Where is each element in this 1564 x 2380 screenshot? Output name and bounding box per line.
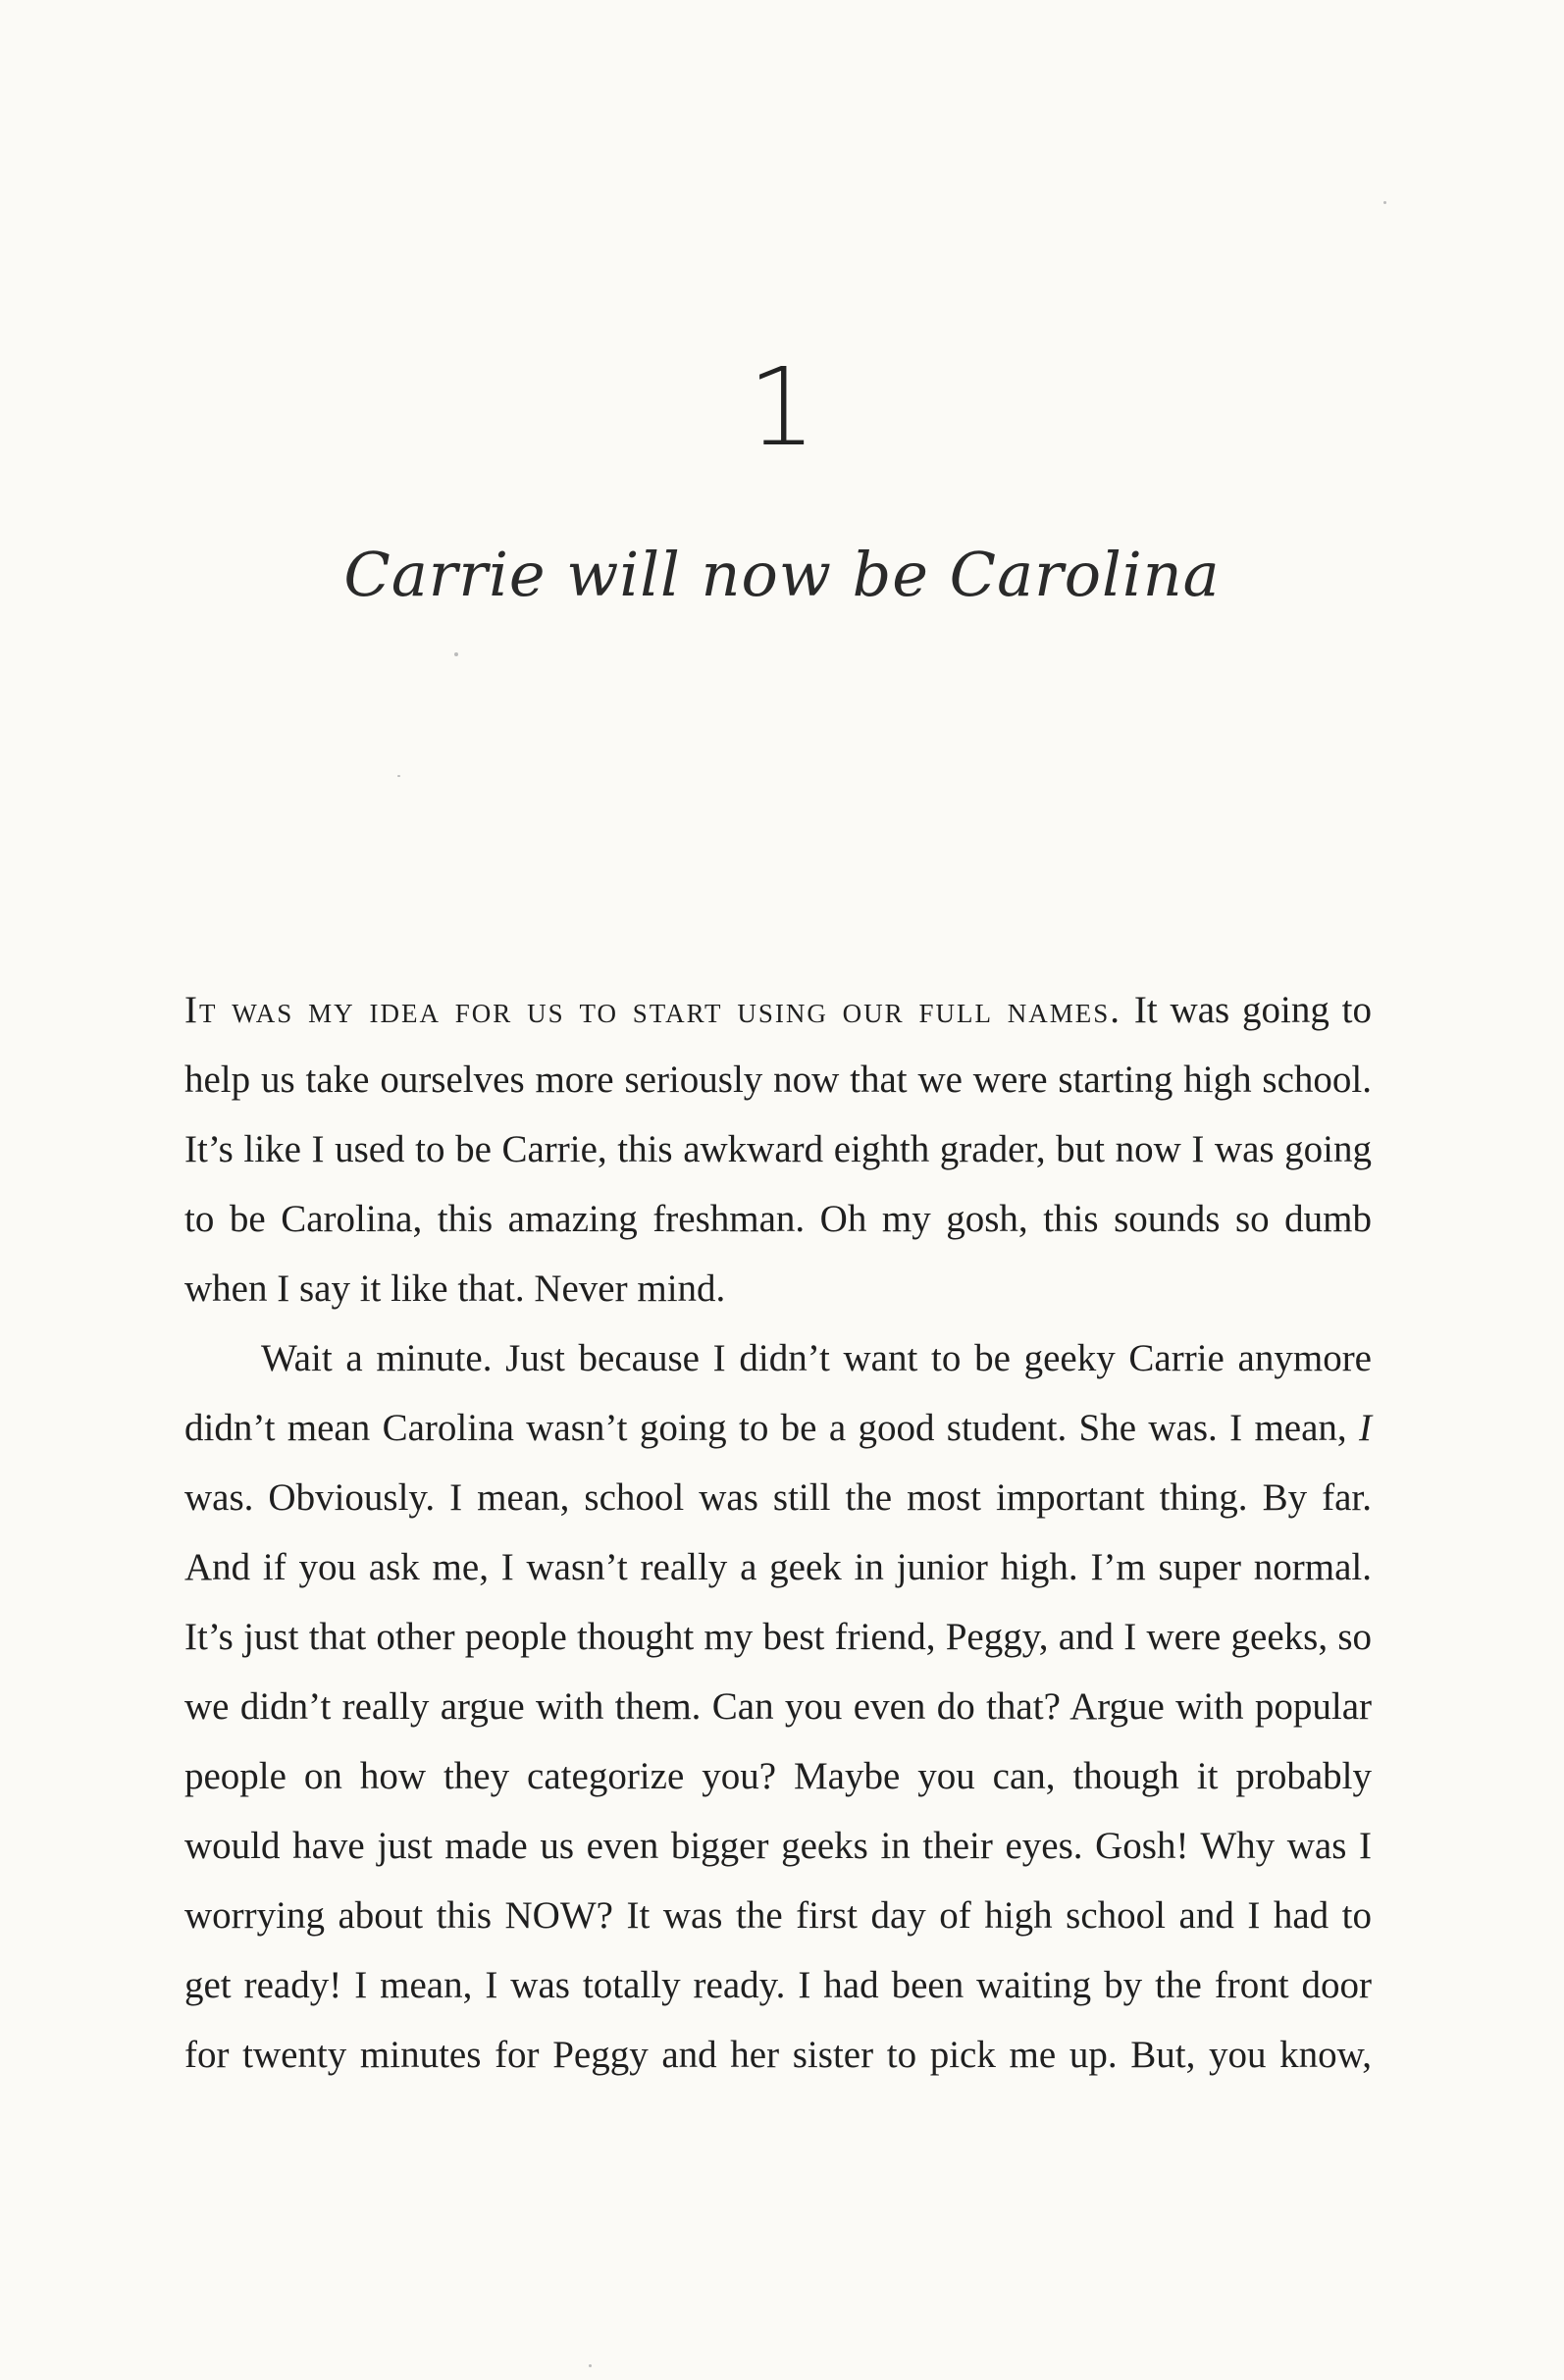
chapter-title: Carrie will now be Carolina (343, 539, 1221, 610)
paragraph-2-text-a: Wait a minute. Just because I didn’t want to be geeky Carrie anymore didn’t mean Carolina wasn’t going to be a good student. She was. I mean, (184, 1337, 1372, 1449)
paragraph-2-italic: I (1359, 1407, 1372, 1449)
paragraph-1 (184, 975, 1372, 1323)
body-text (184, 975, 1372, 2090)
paragraph-2 (184, 1323, 1372, 2090)
paragraph-2-text-b: was. Obviously. I mean, school was still the most important thing. By far. And if you ask me, I wasn’t really a geek in junior high. I’m super normal. It’s just that other people thought my best friend, Peggy, and I were geeks, so we didn’t really argue with them. Can you even do that? Argue with popular people on how they categorize you? Maybe you can, though it probably would have just made us even bigger geeks in their eyes. Gosh! Why was I worrying about this NOW? It was the first day of high school and I had to get ready! I mean, I was totally ready. I had been waiting by the front door for twenty minutes for Peggy and her sister to pick me up. But, you know, (184, 1476, 1372, 2076)
paragraph-1-rest: It was going to help us take ourselves more seriously now that we were starting high school. It’s like I used to be Carrie, this awkward eighth grader, but now I was going to be Carolina, this amazing freshman. Oh my gosh, this sounds so dumb when I say it like that. Never mind. (184, 989, 1372, 1310)
chapter-number: 1 (748, 344, 816, 470)
paragraph-1-lead: It was my idea for us to start using our full names. (184, 989, 1122, 1031)
